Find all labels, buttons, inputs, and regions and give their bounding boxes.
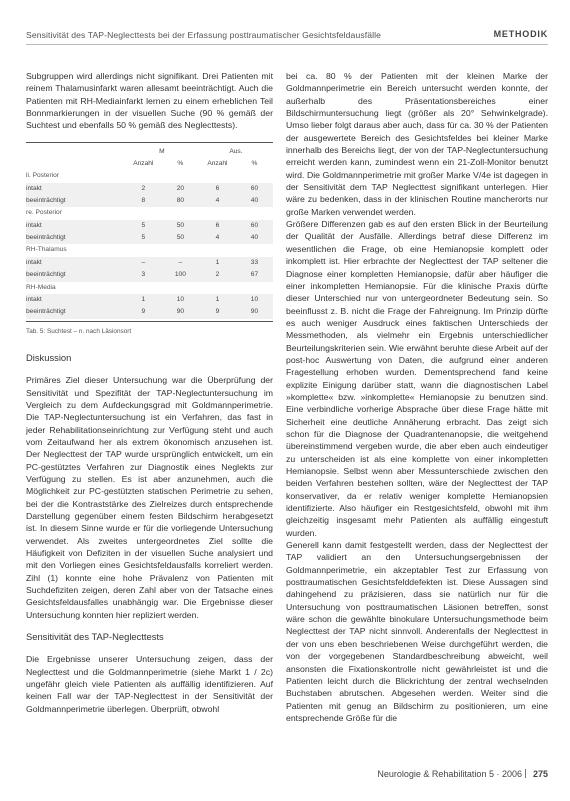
table-cell: 67 — [236, 269, 273, 281]
table-row — [26, 294, 273, 306]
table-cell: 8 — [125, 195, 162, 207]
page-footer — [377, 769, 548, 779]
table-row-label: intakt — [26, 294, 125, 306]
table-cell: 100 — [162, 269, 199, 281]
table-group-row — [26, 170, 273, 182]
table-cell: 33 — [236, 257, 273, 269]
table-cell: 10 — [236, 294, 273, 306]
page-header — [0, 0, 570, 48]
table-cell: 10 — [162, 294, 199, 306]
table-row-label: beeinträchtigt — [26, 269, 125, 281]
section-heading-discussion: Diskussion — [26, 351, 72, 363]
table-group-label: li. Posterior — [26, 172, 59, 180]
table-caption: Tab. 5: Suchtest – n. nach Läsionsort — [26, 327, 132, 335]
table-row — [26, 195, 273, 207]
table-cell: 1 — [199, 294, 236, 306]
table-cell: 1 — [199, 257, 236, 269]
section-label: METHODIK — [493, 29, 548, 39]
table-cell: 2 — [199, 269, 236, 281]
section-heading-sensitivity: Sensitivität des TAP-Neglecttests — [26, 631, 164, 643]
table-cell: 1 — [125, 294, 162, 306]
table-group-header-aus: Aus. — [229, 147, 243, 155]
table-row-label: beeinträchtigt — [26, 306, 125, 318]
table-cell: 5 — [125, 220, 162, 232]
table-row — [26, 232, 273, 244]
table-group-row — [26, 207, 273, 219]
left-column — [26, 70, 273, 715]
table-row — [26, 183, 273, 195]
footer-divider — [525, 769, 526, 778]
table-bottom-rule — [26, 319, 273, 322]
table-cell: 90 — [236, 306, 273, 318]
table-col-header: Anzahl — [207, 160, 228, 168]
journal-name: Neurologie & Rehabilitation 5 · 2006 — [377, 769, 522, 779]
table-group-label: RH-Thalamus — [26, 246, 67, 254]
page-number: 275 — [532, 769, 548, 779]
table-cell: 50 — [162, 232, 199, 244]
table-group-label: RH-Media — [26, 283, 56, 291]
sensitivity-paragraph: Die Ergebnisse unserer Untersuchung zeigen, dass der Neglecttest und die Goldmannperimetrie (siehe Markt 1 / 2c) ungefähr gleich viele Patienten als auffällig identifizieren. Auf keinen Fall war der TAP-Neglecttest in der Sensitivität der Goldmannperimetrie überlegen. Überprüft, obwohl — [26, 654, 273, 714]
table-col-header: % — [177, 160, 184, 168]
table-cell: 50 — [162, 220, 199, 232]
running-title: Sensitivität des TAP-Neglecttests bei der Erfassung posttraumatischer Gesichtsfeldausfälle — [26, 30, 381, 40]
table-cell: 3 — [125, 269, 162, 281]
table-col-header: Anzahl — [133, 160, 154, 168]
table-cell: 20 — [162, 183, 199, 195]
table-cell: 2 — [125, 183, 162, 195]
table-cell: 4 — [199, 195, 236, 207]
table-row-label: beeinträchtigt — [26, 195, 125, 207]
right-paragraph-3: Generell kann damit festgestellt werden, dass der Neglecttest der TAP validiert an den Untersuchungsergebnissen der Goldmannperimetrie, ein akzeptabler Test zur Erfassung von posttraumatischen Gesichtsfelddefekten ist. Diese Aussagen sind dahingehend zu präzisieren, dass sie natürlich nur für die Untersuchung von posttraumatischen Läsionen betreffen, sonst wäre schon die gewählte binokulare Untersuchungsmethode beim Neglecttest der TAP nicht sinnvoll. Anderenfalls der Neglecttest in der von uns eben beschriebenen Weise durchgeführt werden, die von der vorgegebenen Standardbeschreibung abweicht, weil ansonsten die Fixationskontrolle nicht gewährleistet ist und die Patienten leicht durch die Blickrichtung der zentral wechselnden Buchstaben abrutschen. Abgesehen werden. Weiter sind die Patienten mit genug an Bildschirm zu positionieren, um eine entsprechende Größe für die — [286, 540, 548, 723]
table-cell: 4 — [199, 232, 236, 244]
table-cell: 80 — [162, 195, 199, 207]
intro-paragraph: Subgruppen wird allerdings nicht signifikant. Drei Patienten mit reinem Thalamusinfarkt waren allesamt beeinträchtigt. Auch die Patienten mit RH-Mediainfarkt lernen zu einem erheblichen Teil Bonnmarkierungen in der visuellen Suche (90 % gemäß der Suchtest und ebenfalls 50 % gemäß des Neglecttests). — [26, 71, 273, 131]
table-group-row — [26, 244, 273, 256]
table-cell: 90 — [162, 306, 199, 318]
table-cell: 9 — [199, 306, 236, 318]
table-cell: 60 — [236, 220, 273, 232]
table-group-label: re. Posterior — [26, 209, 62, 217]
table-group-row — [26, 282, 273, 294]
right-paragraph-2: Größere Differenzen gab es auf den ersten Blick in der Beurteilung der Qualität der Ausfälle. Allerdings betraf diese Differenz im wesentlichen die Frage, ob eine Hemianopsie komplett oder inkomplett ist. Hier erbrachte der Neglecttest der TAP seltener die Diagnose einer kompletten Hemianopsie, dafür aber häufiger die einer inkompletten Hemianopsie. Für die klinische Praxis dürfte dieser Unterschied nur von untergeordneter Bedeutung sein. So beeinflusst z. B. nicht die Frage der Fahreignung. Im Prinzip dürfte es auch weniger Ausdruck eines faktischen Unterschieds der Messmethoden, als vielmehr ein Ergebnis unterschiedlicher Beurteilungskriterien sein. Wie erwähnt beruhte diese Arbeit auf der post-hoc Auswertung von Daten, die aufgrund einer anderen Fragestellung erhoben wurden. Dementsprechend fand keine explizite Einigung darüber statt, wann die diagnostischen Label »komplette« bzw. »inkomplette« Hemianopsie zu benutzen sind. Eine verbindliche vorherige Absprache über diese Frage hätte mit Sicherheit eine deutliche Annäherung erbracht. Das zeigt sich schon für die Diagnose der Quadrantenanopsie, die weitgehend übereinstimmend vergeben wurde, die aber eben auch eindeutiger zu unterscheiden ist als eine komplette von einer inkompletten Hemianopsie. Selbst wenn aber Messunterschiede zwischen den beiden Verfahren bestehen sollten, wäre der Neglecttest der TAP konservativer, da er relativ weniger komplette Hemianopsien identifizierte. Also häufiger ein Restgesichtsfeld, obwohl mit ihm gleichzeitig insgesamt mehr Patienten als auffällig eingestuft wurden. — [286, 219, 548, 538]
table-row-label: intakt — [26, 257, 125, 269]
table-cell: – — [162, 257, 199, 269]
right-column — [286, 70, 548, 724]
table-row — [26, 220, 273, 232]
table-column-header-row — [26, 158, 273, 170]
table-row — [26, 257, 273, 269]
header-divider — [26, 44, 548, 45]
table-row-label: intakt — [26, 183, 125, 195]
table-row — [26, 306, 273, 318]
table-cell: 60 — [236, 183, 273, 195]
discussion-paragraph: Primäres Ziel dieser Untersuchung war die Überprüfung der Sensitivität und Spezifität der TAP-Neglectuntersuchung im Vergleich zu dem Aufdeckungsgrad mit Goldmannperimetrie. Die TAP-Neglectuntersuchung ist ein Verfahren, das fast in jeder Rehabilitationseinrichtung zur Verfügung steht und auch vom Zeitaufwand her als extrem ökonomisch anzusehen ist. Der Neglecttest der TAP wurde ursprünglich entwickelt, um ein PC-gestütztes Verfahren zur Diagnostik eines Neglekts zur Verfügung zu stellen. Es ist aber anzunehmen, auch die Möglichkeit zur PC-gestützten statischen Perimetrie zu sehen, bei der die Kontraststärke des Zielreizes durch entsprechende Darstellung gegenüber einem festen Bildschirm herabgesetzt ist. In diesem Sinne wurde er für die vorliegende Untersuchung verwendet. Als zweites untergeordnetes Ziel sollte die Häufigkeit von Defiziten in der visuellen Suche analysiert und mit den Vorliegen eines Gesichtsfeldausfalls korreliert werden. Zihl (1) konnte eine hohe Prävalenz von Patienten mit Suchdefiziten zeigen, deren Zahl aber von der Tatsache eines Gesichtsfeldausfalles unabhängig war. Die Ergebnisse dieser Untersuchung konnten hier repliziert werden. — [26, 375, 273, 620]
table-group-header-row — [26, 146, 273, 158]
table-cell: 6 — [199, 220, 236, 232]
table-cell: 9 — [125, 306, 162, 318]
table-cell: 6 — [199, 183, 236, 195]
table-cell: 40 — [236, 232, 273, 244]
table-row-label: beeinträchtigt — [26, 232, 125, 244]
results-table — [26, 142, 273, 322]
table-row — [26, 269, 273, 281]
table-group-header-m: M — [159, 147, 165, 155]
table-cell: – — [125, 257, 162, 269]
table-cell: 40 — [236, 195, 273, 207]
right-paragraph-1: bei ca. 80 % der Patienten mit der kleinen Marke der Goldmannperimetrie ein Bereich untersucht werden konnte, der außerhalb des Präsentationsbereiches einer Bildschirmuntersuchung liegt (größer als 20° Sehwinkelgrade). Umso lieber folgt daraus aber auch, dass für ca. 30 % der Patienten der ausgewertete Bereich des Gesichtsfeldes bei kleiner Marke innerhalb des Bereichs liegt, der von der TAP-Neglectuntersuchung erreicht werden kann, zumindest wenn ein 21-Zoll-Monitor benutzt wird. Die Goldmannperimetrie mit großer Marke V/4e ist dagegen in der Sensitivität dem TAP Neglecttest signifikant unterlegen. Hier wäre zu bedenken, dass in der klinischen Routine mancherorts nur große Marken verwendet werden. — [286, 71, 548, 217]
table-col-header: % — [251, 160, 258, 168]
table-cell: 5 — [125, 232, 162, 244]
table-row-label: intakt — [26, 220, 125, 232]
